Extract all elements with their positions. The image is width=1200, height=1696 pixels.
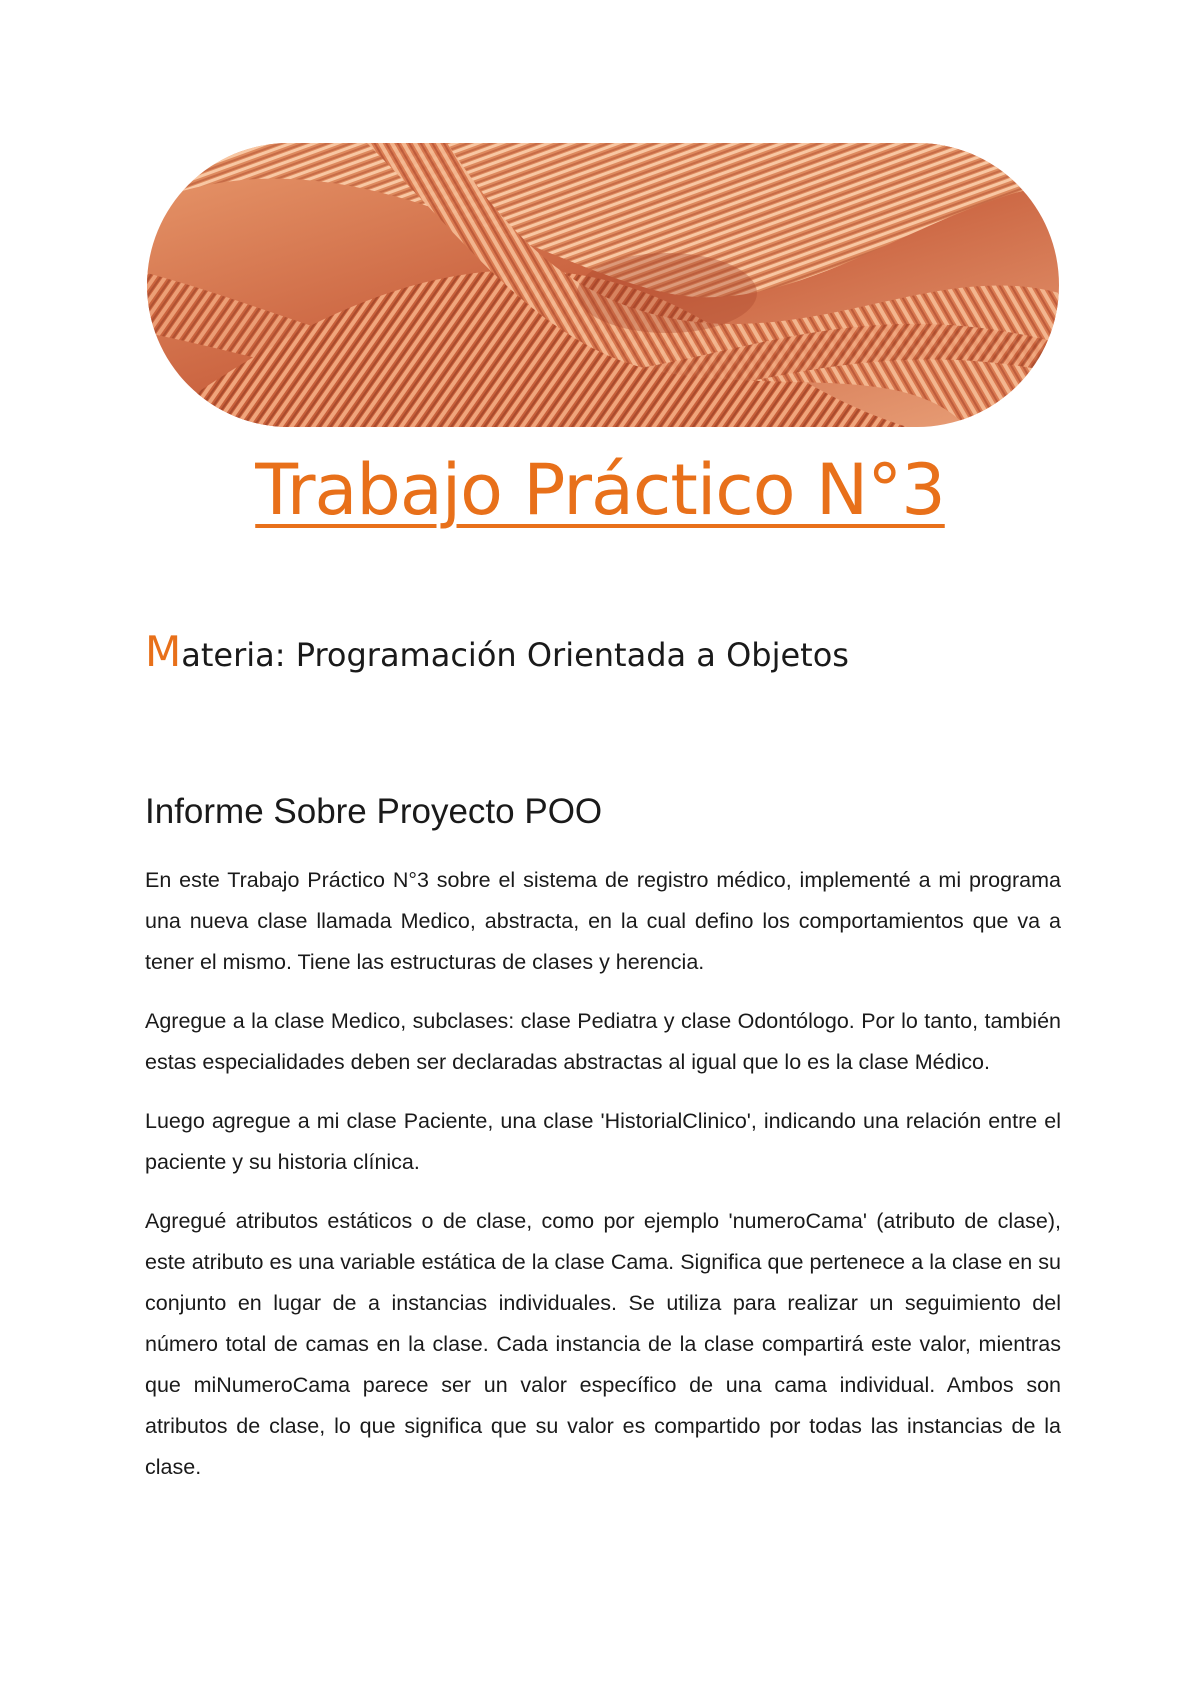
- document-title-text: Trabajo Práctico N°3: [255, 449, 945, 531]
- report-body: [145, 860, 1061, 1506]
- paragraph: Luego agregue a mi clase Paciente, una clase 'HistorialClinico', indicando una relación entre el paciente y su historia clínica.: [145, 1109, 1061, 1174]
- subject-initial: M: [145, 627, 182, 676]
- section-heading: Informe Sobre Proyecto POO: [145, 792, 603, 831]
- document-title: [0, 448, 1200, 532]
- abstract-waves-icon: [147, 143, 1059, 427]
- paragraph: Agregue a la clase Medico, subclases: clase Pediatra y clase Odontólogo. Por lo tanto, también estas especialidades deben ser declaradas abstractas al igual que lo es la clase Médico.: [145, 1009, 1061, 1074]
- subject-value: Programación Orientada a Objetos: [295, 636, 849, 674]
- subject-label: ateria:: [181, 636, 296, 674]
- subject-line: [145, 627, 849, 677]
- banner-image: [147, 143, 1059, 427]
- paragraph: Agregué atributos estáticos o de clase, como por ejemplo 'numeroCama' (atributo de clase), este atributo es una variable estática de la clase Cama. Significa que pertenece a la clase en su conjunto en lugar de a instancias individuales. Se utiliza para realizar un seguimiento del número total de camas en la clase. Cada instancia de la clase compartirá este valor, mientras que miNumeroCama parece ser un valor específico de una cama individual. Ambos son atributos de clase, lo que significa que su valor es compartido por todas las instancias de la clase.: [145, 1209, 1061, 1479]
- paragraph: En este Trabajo Práctico N°3 sobre el sistema de registro médico, implementé a mi programa una nueva clase llamada Medico, abstracta, en la cual defino los comportamientos que va a tener el mismo. Tiene las estructuras de clases y herencia.: [145, 868, 1061, 974]
